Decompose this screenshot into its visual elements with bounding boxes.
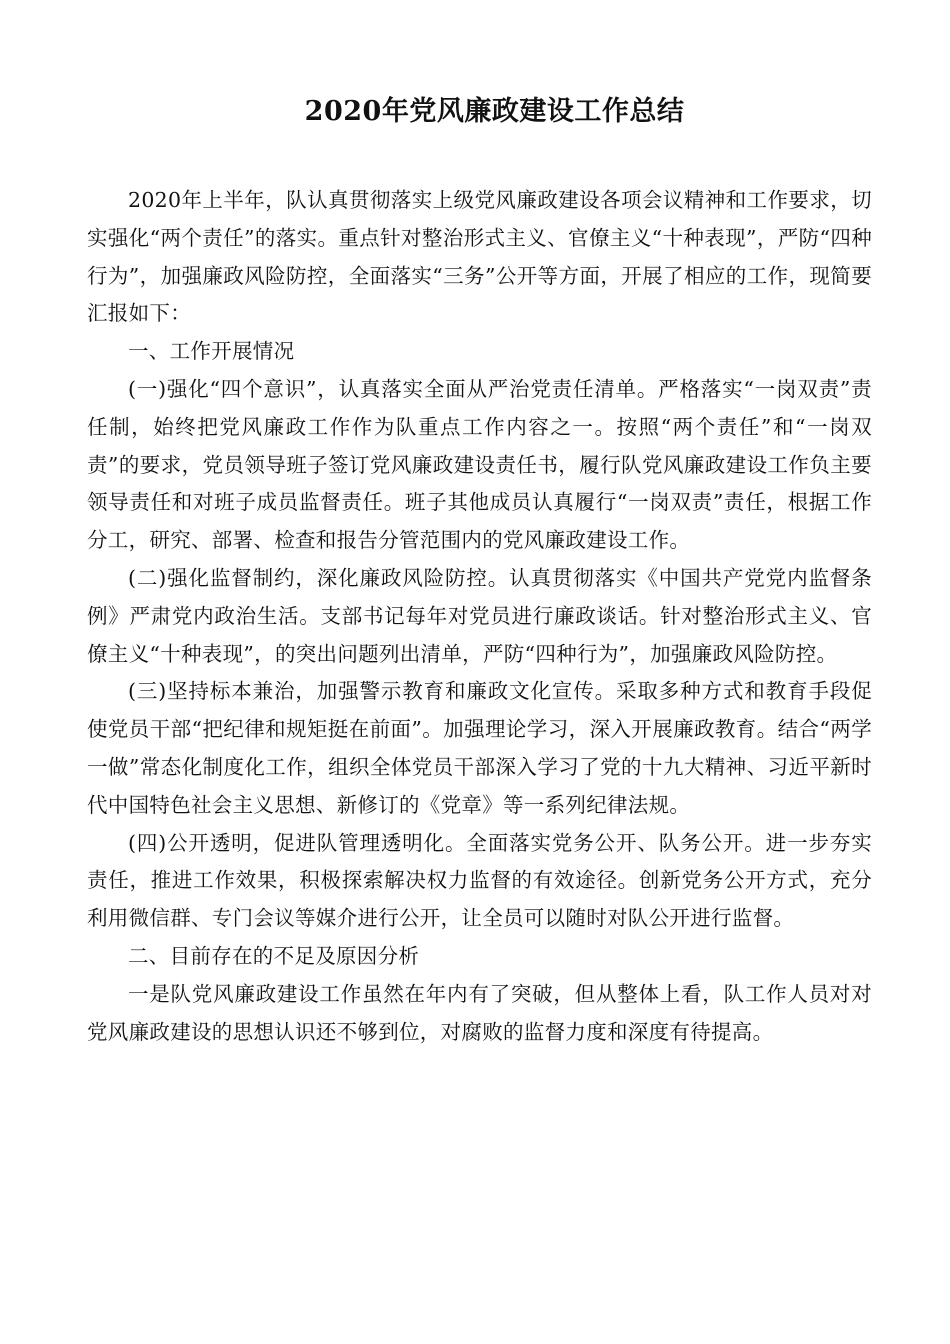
section-heading-work-progress: 一、工作开展情况 <box>128 339 295 364</box>
intro-paragraph: 2020年上半年，队认真贯彻落实上级党风廉政建设各项会议精神和工作要求，切实强化“两个责任”的落实。重点针对整治形式主义、官僚主义“十种表现”，严防“四种行为”，加强廉政风险防控，全面落实“三务”公开等方面，开展了相应的工作，现简要汇报如下： <box>87 188 872 326</box>
paragraph-item-4: (四)公开透明，促进队管理透明化。全面落实党务公开、队务公开。进一步夯实责任，推进工作效果，积极探索解决权力监督的有效途径。创新党务公开方式，充分利用微信群、专门会议等媒介进行公开，让全员可以随时对队公开进行监督。 <box>87 830 872 931</box>
section-heading-shortcomings: 二、目前存在的不足及原因分析 <box>128 943 420 968</box>
paragraph-item-1: (一)强化“四个意识”，认真落实全面从严治党责任清单。严格落实“一岗双责”责任制，始终把党风廉政工作作为队重点工作内容之一。按照“两个责任”和“一岗双责”的要求，党员领导班子签订党风廉政建设责任书，履行队党风廉政建设工作负主要领导责任和对班子成员监督责任。班子其他成员认真履行“一岗双责”责任，根据工作分工，研究、部署、检查和报告分管范围内的党风廉政建设工作。 <box>87 376 872 553</box>
paragraph-item-2: (二)强化监督制约，深化廉政风险防控。认真贯彻落实《中国共产党党内监督条例》严肃党内政治生活。支部书记每年对党员进行廉政谈话。针对整治形式主义、官僚主义“十种表现”，的突出问题列出清单，严防“四种行为”，加强廉政风险防控。 <box>87 565 872 666</box>
paragraph-item-3: (三)坚持标本兼治，加强警示教育和廉政文化宣传。采取多种方式和教育手段促使党员干部“把纪律和规矩挺在前面”。加强理论学习，深入开展廉政教育。结合“两学一做”常态化制度化工作，组织全体党员干部深入学习了党的十九大精神、习近平新时代中国特色社会主义思想、新修订的《党章》等一系列纪律法规。 <box>87 679 872 817</box>
document-title: 2020年党风廉政建设工作总结 <box>304 96 685 127</box>
paragraph-shortcoming-1: 一是队党风廉政建设工作虽然在年内有了突破，但从整体上看，队工作人员对对党风廉政建设的思想认识还不够到位，对腐败的监督力度和深度有待提高。 <box>87 981 872 1044</box>
document-body <box>87 182 872 1051</box>
